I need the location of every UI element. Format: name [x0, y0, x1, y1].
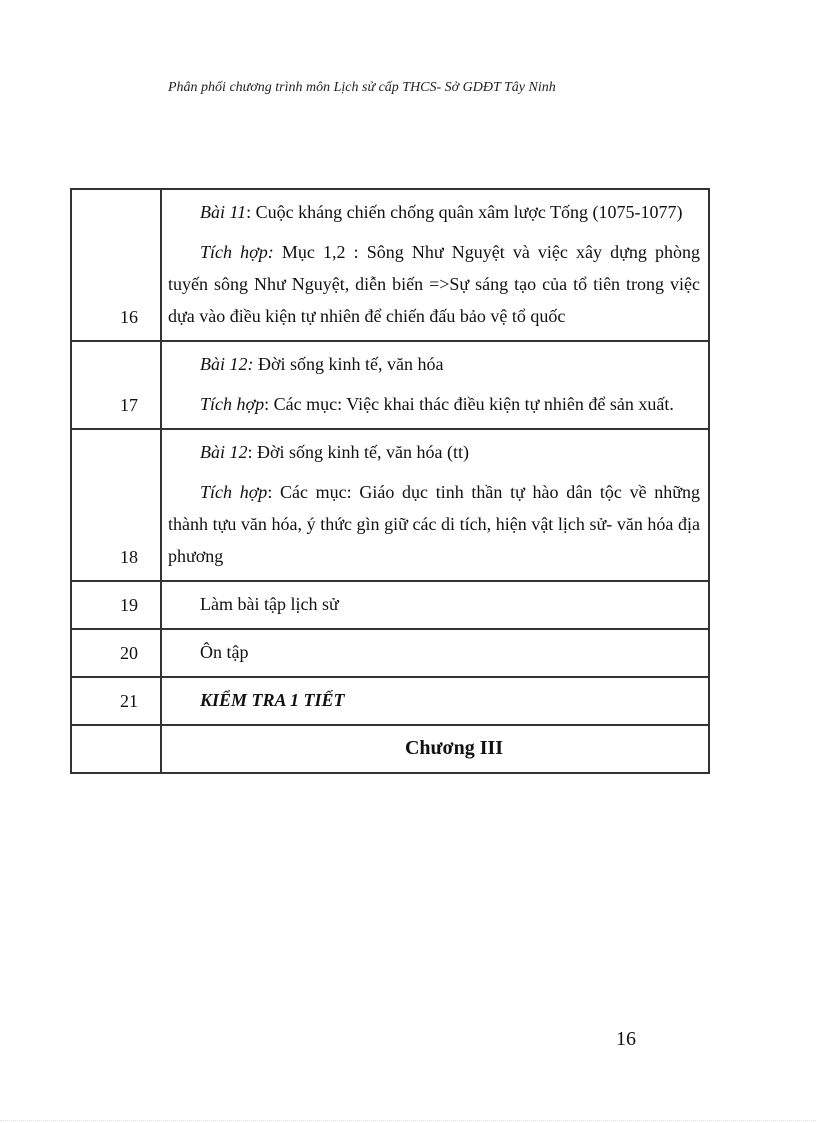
table-row	[71, 341, 709, 429]
page-number: 16	[616, 1028, 636, 1050]
lesson-number: 21	[71, 677, 161, 725]
lesson-label: Bài 12:	[200, 354, 254, 374]
lesson-text: : Đời sống kinh tế, văn hóa (tt)	[247, 442, 469, 462]
lesson-content	[161, 581, 709, 629]
integration-label: Tích hợp	[200, 482, 268, 502]
table-row	[71, 581, 709, 629]
table-row	[71, 429, 709, 581]
lesson-title	[168, 196, 700, 228]
lesson-number: 17	[71, 341, 161, 429]
lesson-text: Đời sống kinh tế, văn hóa	[253, 354, 444, 374]
lesson-number: 18	[71, 429, 161, 581]
lesson-title	[168, 348, 700, 380]
lesson-content	[161, 725, 709, 773]
lesson-content	[161, 677, 709, 725]
integration-note	[168, 236, 700, 332]
lesson-content	[161, 429, 709, 581]
exam-title: KIỂM TRA 1 TIẾT	[200, 690, 345, 710]
lesson-label: Bài 11	[200, 202, 247, 222]
table-row	[71, 629, 709, 677]
lesson-title: Ôn tập	[200, 642, 249, 662]
integration-text: : Các mục: Việc khai thác điều kiện tự nhiên để sản xuất.	[264, 394, 674, 414]
integration-text: : Các mục: Giáo dục tinh thần tự hào dân tộc về những thành tựu văn hóa, ý thức gìn giữ các di tích, hiện vật lịch sử- văn hóa địa phương	[168, 482, 701, 566]
integration-note	[168, 388, 700, 420]
lesson-label: Bài 12	[200, 442, 248, 462]
lesson-number: 20	[71, 629, 161, 677]
integration-note	[168, 476, 700, 572]
lesson-content	[161, 341, 709, 429]
lesson-content	[161, 629, 709, 677]
lesson-content	[161, 189, 709, 341]
syllabus-table	[70, 188, 710, 774]
table-row	[71, 189, 709, 341]
integration-text: Mục 1,2 : Sông Như Nguyệt và việc xây dựng phòng tuyến sông Như Nguyệt, diễn biến =>Sự sáng tạo của tổ tiên trong việc dựa vào điều kiện tự nhiên để chiến đấu bảo vệ tổ quốc	[168, 242, 701, 326]
footer-divider	[0, 1120, 816, 1121]
lesson-title: Làm bài tập lịch sử	[200, 594, 339, 614]
lesson-title	[168, 436, 700, 468]
lesson-number: 19	[71, 581, 161, 629]
integration-label: Tích hợp	[200, 394, 265, 414]
chapter-heading: Chương III	[404, 737, 504, 759]
integration-label: Tích hợp:	[200, 242, 274, 262]
page-header: Phân phối chương trình môn Lịch sử cấp THCS- Sở GDĐT Tây Ninh	[168, 80, 556, 95]
table-row	[71, 677, 709, 725]
table-row	[71, 725, 709, 773]
lesson-number	[71, 725, 161, 773]
lesson-number: 16	[71, 189, 161, 341]
lesson-text: : Cuộc kháng chiến chống quân xâm lược Tống (1075-1077)	[246, 202, 683, 222]
